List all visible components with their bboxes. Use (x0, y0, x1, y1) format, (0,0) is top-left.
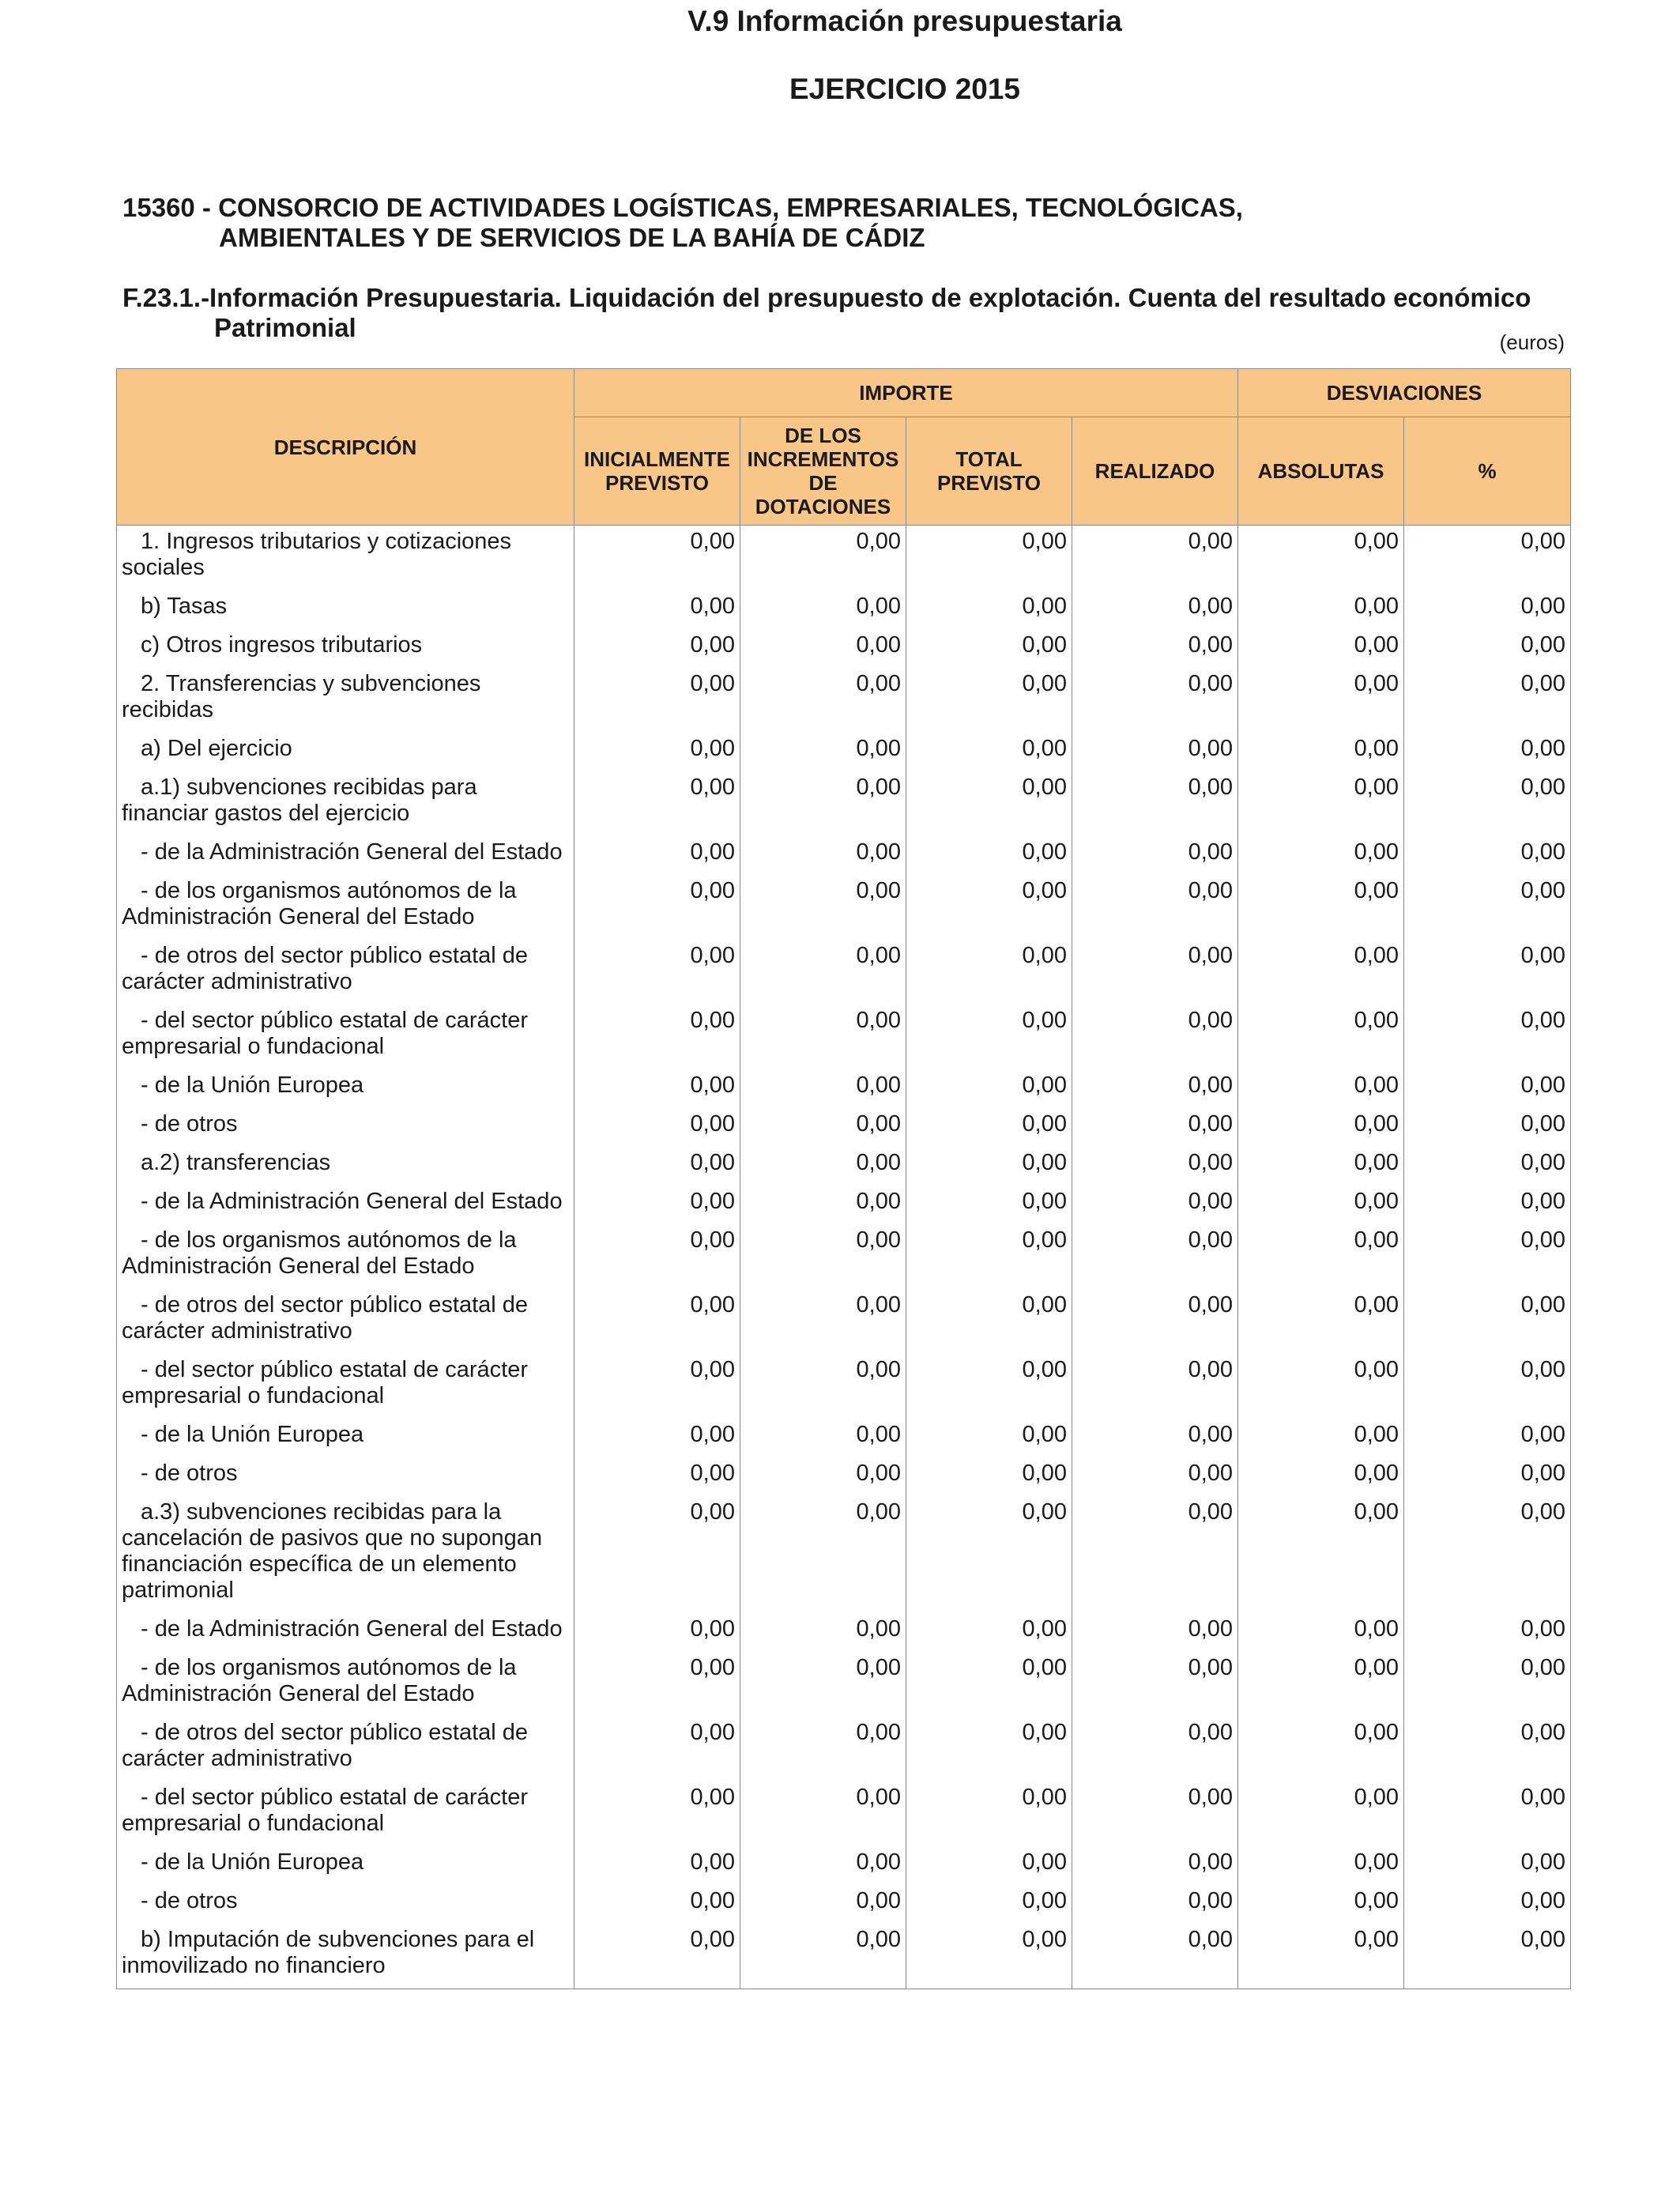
value-cell: 0,00 (906, 1005, 1072, 1069)
value-cell: 0,00 (574, 1781, 740, 1846)
value-cell: 0,00 (1238, 836, 1404, 875)
value-cell: 0,00 (1238, 1147, 1404, 1186)
value-cell: 0,00 (740, 1419, 906, 1457)
value-cell: 0,00 (906, 1781, 1072, 1846)
col-header-absolutas: ABSOLUTAS (1238, 417, 1404, 526)
value-cell: 0,00 (906, 668, 1072, 733)
row-description: - de los organismos autónomos de la Administración General del Estado (122, 878, 517, 929)
entity-heading-line1: 15360 - CONSORCIO DE ACTIVIDADES LOGÍSTICAS, EMPRESARIALES, TECNOLÓGICAS, (122, 193, 1243, 222)
budget-table (116, 368, 1571, 1989)
value-cell: 0,00 (1238, 1289, 1404, 1354)
value-cell: 0,00 (740, 1652, 906, 1717)
value-cell: 0,00 (906, 1224, 1072, 1289)
value-cell: 0,00 (574, 1717, 740, 1781)
table-row (117, 1924, 1571, 1989)
row-description: - de la Unión Europea (141, 1072, 364, 1098)
value-cell: 0,00 (1072, 1613, 1238, 1652)
value-cell: 0,00 (740, 875, 906, 940)
table-row (117, 1354, 1571, 1419)
value-cell: 0,00 (740, 1846, 906, 1885)
row-description-cell (117, 1846, 574, 1885)
value-cell: 0,00 (1238, 1846, 1404, 1885)
row-description: - de otros del sector público estatal de carácter administrativo (122, 943, 529, 994)
value-cell: 0,00 (1072, 1846, 1238, 1885)
value-cell: 0,00 (1404, 875, 1571, 940)
value-cell: 0,00 (1072, 733, 1238, 771)
value-cell: 0,00 (1072, 1652, 1238, 1717)
row-description: - de la Administración General del Estado (141, 1189, 563, 1214)
table-row (117, 1846, 1571, 1885)
row-description: - de otros (141, 1461, 238, 1486)
value-cell: 0,00 (574, 836, 740, 875)
row-description-cell (117, 1005, 574, 1069)
entity-heading (122, 193, 1243, 253)
table-row (117, 629, 1571, 668)
value-cell: 0,00 (740, 526, 906, 591)
value-cell: 0,00 (906, 1717, 1072, 1781)
value-cell: 0,00 (740, 771, 906, 836)
value-cell: 0,00 (574, 526, 740, 591)
table-row (117, 1289, 1571, 1354)
value-cell: 0,00 (1238, 1496, 1404, 1613)
value-cell: 0,00 (740, 1457, 906, 1496)
table-row (117, 1005, 1571, 1069)
page-title: V.9 Información presupuestaria (687, 5, 1122, 37)
value-cell: 0,00 (1072, 1419, 1238, 1457)
value-cell: 0,00 (740, 1224, 906, 1289)
value-cell: 0,00 (740, 1005, 906, 1069)
value-cell: 0,00 (1404, 1613, 1571, 1652)
value-cell: 0,00 (740, 1354, 906, 1419)
value-cell: 0,00 (574, 875, 740, 940)
value-cell: 0,00 (1072, 629, 1238, 668)
value-cell: 0,00 (906, 1354, 1072, 1419)
value-cell: 0,00 (574, 1496, 740, 1613)
row-description: - del sector público estatal de carácter empresarial o fundacional (122, 1785, 529, 1836)
value-cell: 0,00 (1404, 1924, 1571, 1989)
value-cell: 0,00 (1238, 1224, 1404, 1289)
value-cell: 0,00 (1238, 1924, 1404, 1989)
value-cell: 0,00 (1404, 1885, 1571, 1924)
table-row (117, 1457, 1571, 1496)
table-row (117, 526, 1571, 591)
row-description: 2. Transferencias y subvenciones recibidas (122, 671, 481, 722)
value-cell: 0,00 (740, 1924, 906, 1989)
value-cell: 0,00 (906, 771, 1072, 836)
col-header-descripcion: DESCRIPCIÓN (117, 369, 574, 526)
value-cell: 0,00 (740, 1069, 906, 1108)
value-cell: 0,00 (740, 1496, 906, 1613)
col-header-total-previsto: TOTAL PREVISTO (906, 417, 1072, 526)
table-row (117, 771, 1571, 836)
row-description: a.1) subvenciones recibidas para financiar gastos del ejercicio (122, 775, 477, 826)
row-description-cell (117, 590, 574, 629)
value-cell: 0,00 (1072, 836, 1238, 875)
row-description: - de la Unión Europea (141, 1849, 364, 1875)
row-description-cell (117, 875, 574, 940)
table-row (117, 1069, 1571, 1108)
table-row (117, 1147, 1571, 1186)
value-cell: 0,00 (1072, 1496, 1238, 1613)
row-description: c) Otros ingresos tributarios (141, 632, 423, 658)
value-cell: 0,00 (1072, 1005, 1238, 1069)
table-row (117, 1108, 1571, 1147)
col-header-incrementos: DE LOS INCREMENTOS DE DOTACIONES (740, 417, 906, 526)
value-cell: 0,00 (1238, 590, 1404, 629)
row-description-cell (117, 1186, 574, 1224)
value-cell: 0,00 (1404, 590, 1571, 629)
group-header-importe: IMPORTE (574, 369, 1238, 417)
value-cell: 0,00 (1238, 1005, 1404, 1069)
value-cell: 0,00 (1238, 1186, 1404, 1224)
value-cell: 0,00 (740, 1108, 906, 1147)
value-cell: 0,00 (906, 1652, 1072, 1717)
value-cell: 0,00 (574, 629, 740, 668)
row-description-cell (117, 771, 574, 836)
row-description-cell (117, 1069, 574, 1108)
value-cell: 0,00 (1404, 1108, 1571, 1147)
value-cell: 0,00 (740, 1781, 906, 1846)
value-cell: 0,00 (906, 1924, 1072, 1989)
value-cell: 0,00 (574, 733, 740, 771)
value-cell: 0,00 (574, 1147, 740, 1186)
col-header-porcentaje: % (1404, 417, 1571, 526)
value-cell: 0,00 (906, 733, 1072, 771)
row-description-cell (117, 1108, 574, 1147)
value-cell: 0,00 (1238, 1613, 1404, 1652)
value-cell: 0,00 (906, 940, 1072, 1005)
value-cell: 0,00 (574, 940, 740, 1005)
value-cell: 0,00 (740, 733, 906, 771)
value-cell: 0,00 (574, 1924, 740, 1989)
value-cell: 0,00 (574, 590, 740, 629)
row-description: - del sector público estatal de carácter empresarial o fundacional (122, 1008, 529, 1059)
col-header-realizado: REALIZADO (1072, 417, 1238, 526)
table-row (117, 1613, 1571, 1652)
table-body (117, 526, 1571, 1989)
value-cell: 0,00 (740, 1147, 906, 1186)
value-cell: 0,00 (1404, 940, 1571, 1005)
value-cell: 0,00 (740, 940, 906, 1005)
row-description-cell (117, 1885, 574, 1924)
value-cell: 0,00 (906, 875, 1072, 940)
row-description: b) Tasas (141, 594, 228, 619)
value-cell: 0,00 (1404, 526, 1571, 591)
value-cell: 0,00 (1072, 526, 1238, 591)
value-cell: 0,00 (574, 1846, 740, 1885)
row-description-cell (117, 733, 574, 771)
value-cell: 0,00 (1404, 1496, 1571, 1613)
value-cell: 0,00 (1404, 1005, 1571, 1069)
col-header-inicialmente-previsto: INICIALMENTE PREVISTO (574, 417, 740, 526)
value-cell: 0,00 (906, 1457, 1072, 1496)
value-cell: 0,00 (574, 1457, 740, 1496)
row-description-cell (117, 1419, 574, 1457)
value-cell: 0,00 (906, 1186, 1072, 1224)
row-description-cell (117, 1496, 574, 1613)
value-cell: 0,00 (1238, 733, 1404, 771)
table-row (117, 1496, 1571, 1613)
value-cell: 0,00 (1238, 1108, 1404, 1147)
value-cell: 0,00 (1072, 1069, 1238, 1108)
row-description: a) Del ejercicio (141, 736, 292, 761)
row-description: - de otros (141, 1888, 238, 1913)
value-cell: 0,00 (1238, 1781, 1404, 1846)
value-cell: 0,00 (906, 629, 1072, 668)
row-description: - del sector público estatal de carácter empresarial o fundacional (122, 1357, 529, 1408)
value-cell: 0,00 (1238, 1457, 1404, 1496)
value-cell: 0,00 (1072, 1108, 1238, 1147)
value-cell: 0,00 (1238, 526, 1404, 591)
row-description-cell (117, 668, 574, 733)
row-description: b) Imputación de subvenciones para el inmovilizado no financiero (122, 1927, 535, 1978)
value-cell: 0,00 (1404, 1457, 1571, 1496)
row-description: a.3) subvenciones recibidas para la cancelación de pasivos que no supongan financiación específica de un elemento patrimonial (122, 1499, 543, 1603)
value-cell: 0,00 (740, 836, 906, 875)
form-heading-line1: F.23.1.-Información Presupuestaria. Liquidación del presupuesto de explotación. Cuenta del resultado económico (122, 283, 1531, 312)
value-cell: 0,00 (1238, 1354, 1404, 1419)
table-row (117, 836, 1571, 875)
value-cell: 0,00 (574, 1652, 740, 1717)
value-cell: 0,00 (906, 1885, 1072, 1924)
table-row (117, 1717, 1571, 1781)
row-description-cell (117, 940, 574, 1005)
fiscal-year-title: EJERCICIO 2015 (789, 73, 1021, 105)
value-cell: 0,00 (1072, 1147, 1238, 1186)
value-cell: 0,00 (1404, 771, 1571, 836)
table-row (117, 733, 1571, 771)
value-cell: 0,00 (906, 1289, 1072, 1354)
table-row (117, 940, 1571, 1005)
value-cell: 0,00 (1238, 771, 1404, 836)
value-cell: 0,00 (574, 1069, 740, 1108)
value-cell: 0,00 (1404, 1652, 1571, 1717)
value-cell: 0,00 (1072, 1457, 1238, 1496)
value-cell: 0,00 (740, 1885, 906, 1924)
value-cell: 0,00 (906, 1108, 1072, 1147)
value-cell: 0,00 (1404, 1289, 1571, 1354)
value-cell: 0,00 (740, 1613, 906, 1652)
units-label: (euros) (1499, 330, 1565, 354)
table-row (117, 1186, 1571, 1224)
value-cell: 0,00 (1404, 1846, 1571, 1885)
table-row (117, 1781, 1571, 1846)
row-description-cell (117, 1717, 574, 1781)
value-cell: 0,00 (906, 1419, 1072, 1457)
value-cell: 0,00 (1238, 629, 1404, 668)
value-cell: 0,00 (1404, 1147, 1571, 1186)
value-cell: 0,00 (574, 1224, 740, 1289)
value-cell: 0,00 (1404, 668, 1571, 733)
value-cell: 0,00 (906, 1846, 1072, 1885)
row-description-cell (117, 1457, 574, 1496)
row-description-cell (117, 1224, 574, 1289)
value-cell: 0,00 (1404, 836, 1571, 875)
value-cell: 0,00 (574, 1186, 740, 1224)
row-description: - de otros del sector público estatal de carácter administrativo (122, 1720, 529, 1771)
row-description-cell (117, 1613, 574, 1652)
entity-heading-line2: AMBIENTALES Y DE SERVICIOS DE LA BAHÍA DE CÁDIZ (219, 223, 925, 252)
value-cell: 0,00 (906, 836, 1072, 875)
table-row (117, 1224, 1571, 1289)
value-cell: 0,00 (1072, 1717, 1238, 1781)
value-cell: 0,00 (906, 1496, 1072, 1613)
value-cell: 0,00 (1238, 940, 1404, 1005)
row-description: - de otros del sector público estatal de carácter administrativo (122, 1292, 529, 1344)
value-cell: 0,00 (1404, 733, 1571, 771)
table-row (117, 1419, 1571, 1457)
value-cell: 0,00 (1404, 1781, 1571, 1846)
value-cell: 0,00 (1072, 668, 1238, 733)
value-cell: 0,00 (740, 668, 906, 733)
value-cell: 0,00 (1238, 1652, 1404, 1717)
value-cell: 0,00 (1238, 1069, 1404, 1108)
value-cell: 0,00 (1404, 1069, 1571, 1108)
row-description: - de la Administración General del Estado (141, 1616, 563, 1642)
row-description: - de otros (141, 1111, 238, 1137)
value-cell: 0,00 (1238, 668, 1404, 733)
value-cell: 0,00 (740, 629, 906, 668)
value-cell: 0,00 (1072, 1224, 1238, 1289)
value-cell: 0,00 (1404, 1224, 1571, 1289)
table-row (117, 668, 1571, 733)
value-cell: 0,00 (740, 590, 906, 629)
row-description-cell (117, 836, 574, 875)
value-cell: 0,00 (1404, 1354, 1571, 1419)
value-cell: 0,00 (574, 1005, 740, 1069)
value-cell: 0,00 (1072, 1781, 1238, 1846)
row-description-cell (117, 1147, 574, 1186)
value-cell: 0,00 (1072, 875, 1238, 940)
value-cell: 0,00 (740, 1289, 906, 1354)
value-cell: 0,00 (1072, 1186, 1238, 1224)
value-cell: 0,00 (1404, 629, 1571, 668)
table-row (117, 590, 1571, 629)
row-description-cell (117, 629, 574, 668)
group-header-desviaciones: DESVIACIONES (1238, 369, 1571, 417)
value-cell: 0,00 (1072, 1924, 1238, 1989)
value-cell: 0,00 (574, 1289, 740, 1354)
row-description-cell (117, 526, 574, 591)
value-cell: 0,00 (906, 1069, 1072, 1108)
row-description: - de los organismos autónomos de la Administración General del Estado (122, 1227, 517, 1279)
value-cell: 0,00 (1072, 1354, 1238, 1419)
table-header (117, 369, 1571, 526)
value-cell: 0,00 (1238, 1885, 1404, 1924)
value-cell: 0,00 (1072, 940, 1238, 1005)
value-cell: 0,00 (1072, 1885, 1238, 1924)
row-description-cell (117, 1354, 574, 1419)
value-cell: 0,00 (574, 1108, 740, 1147)
table-row (117, 875, 1571, 940)
value-cell: 0,00 (1404, 1186, 1571, 1224)
value-cell: 0,00 (906, 1613, 1072, 1652)
row-description-cell (117, 1652, 574, 1717)
value-cell: 0,00 (1404, 1717, 1571, 1781)
form-heading (122, 283, 1531, 343)
row-description-cell (117, 1289, 574, 1354)
value-cell: 0,00 (906, 1147, 1072, 1186)
table-row (117, 1652, 1571, 1717)
row-description: - de la Unión Europea (141, 1422, 364, 1447)
value-cell: 0,00 (1072, 771, 1238, 836)
row-description-cell (117, 1924, 574, 1989)
value-cell: 0,00 (574, 668, 740, 733)
row-description-cell (117, 1781, 574, 1846)
value-cell: 0,00 (574, 771, 740, 836)
value-cell: 0,00 (1238, 875, 1404, 940)
value-cell: 0,00 (740, 1186, 906, 1224)
value-cell: 0,00 (574, 1613, 740, 1652)
value-cell: 0,00 (906, 590, 1072, 629)
value-cell: 0,00 (1238, 1419, 1404, 1457)
row-description: 1. Ingresos tributarios y cotizaciones sociales (122, 529, 512, 580)
row-description: - de la Administración General del Estado (141, 839, 563, 865)
row-description: - de los organismos autónomos de la Administración General del Estado (122, 1655, 517, 1706)
value-cell: 0,00 (574, 1885, 740, 1924)
value-cell: 0,00 (906, 526, 1072, 591)
row-description: a.2) transferencias (141, 1150, 331, 1175)
value-cell: 0,00 (574, 1419, 740, 1457)
value-cell: 0,00 (1238, 1717, 1404, 1781)
table-row (117, 1885, 1571, 1924)
value-cell: 0,00 (1072, 590, 1238, 629)
value-cell: 0,00 (1072, 1289, 1238, 1354)
value-cell: 0,00 (574, 1354, 740, 1419)
value-cell: 0,00 (1404, 1419, 1571, 1457)
form-heading-line2: Patrimonial (214, 313, 356, 342)
value-cell: 0,00 (740, 1717, 906, 1781)
